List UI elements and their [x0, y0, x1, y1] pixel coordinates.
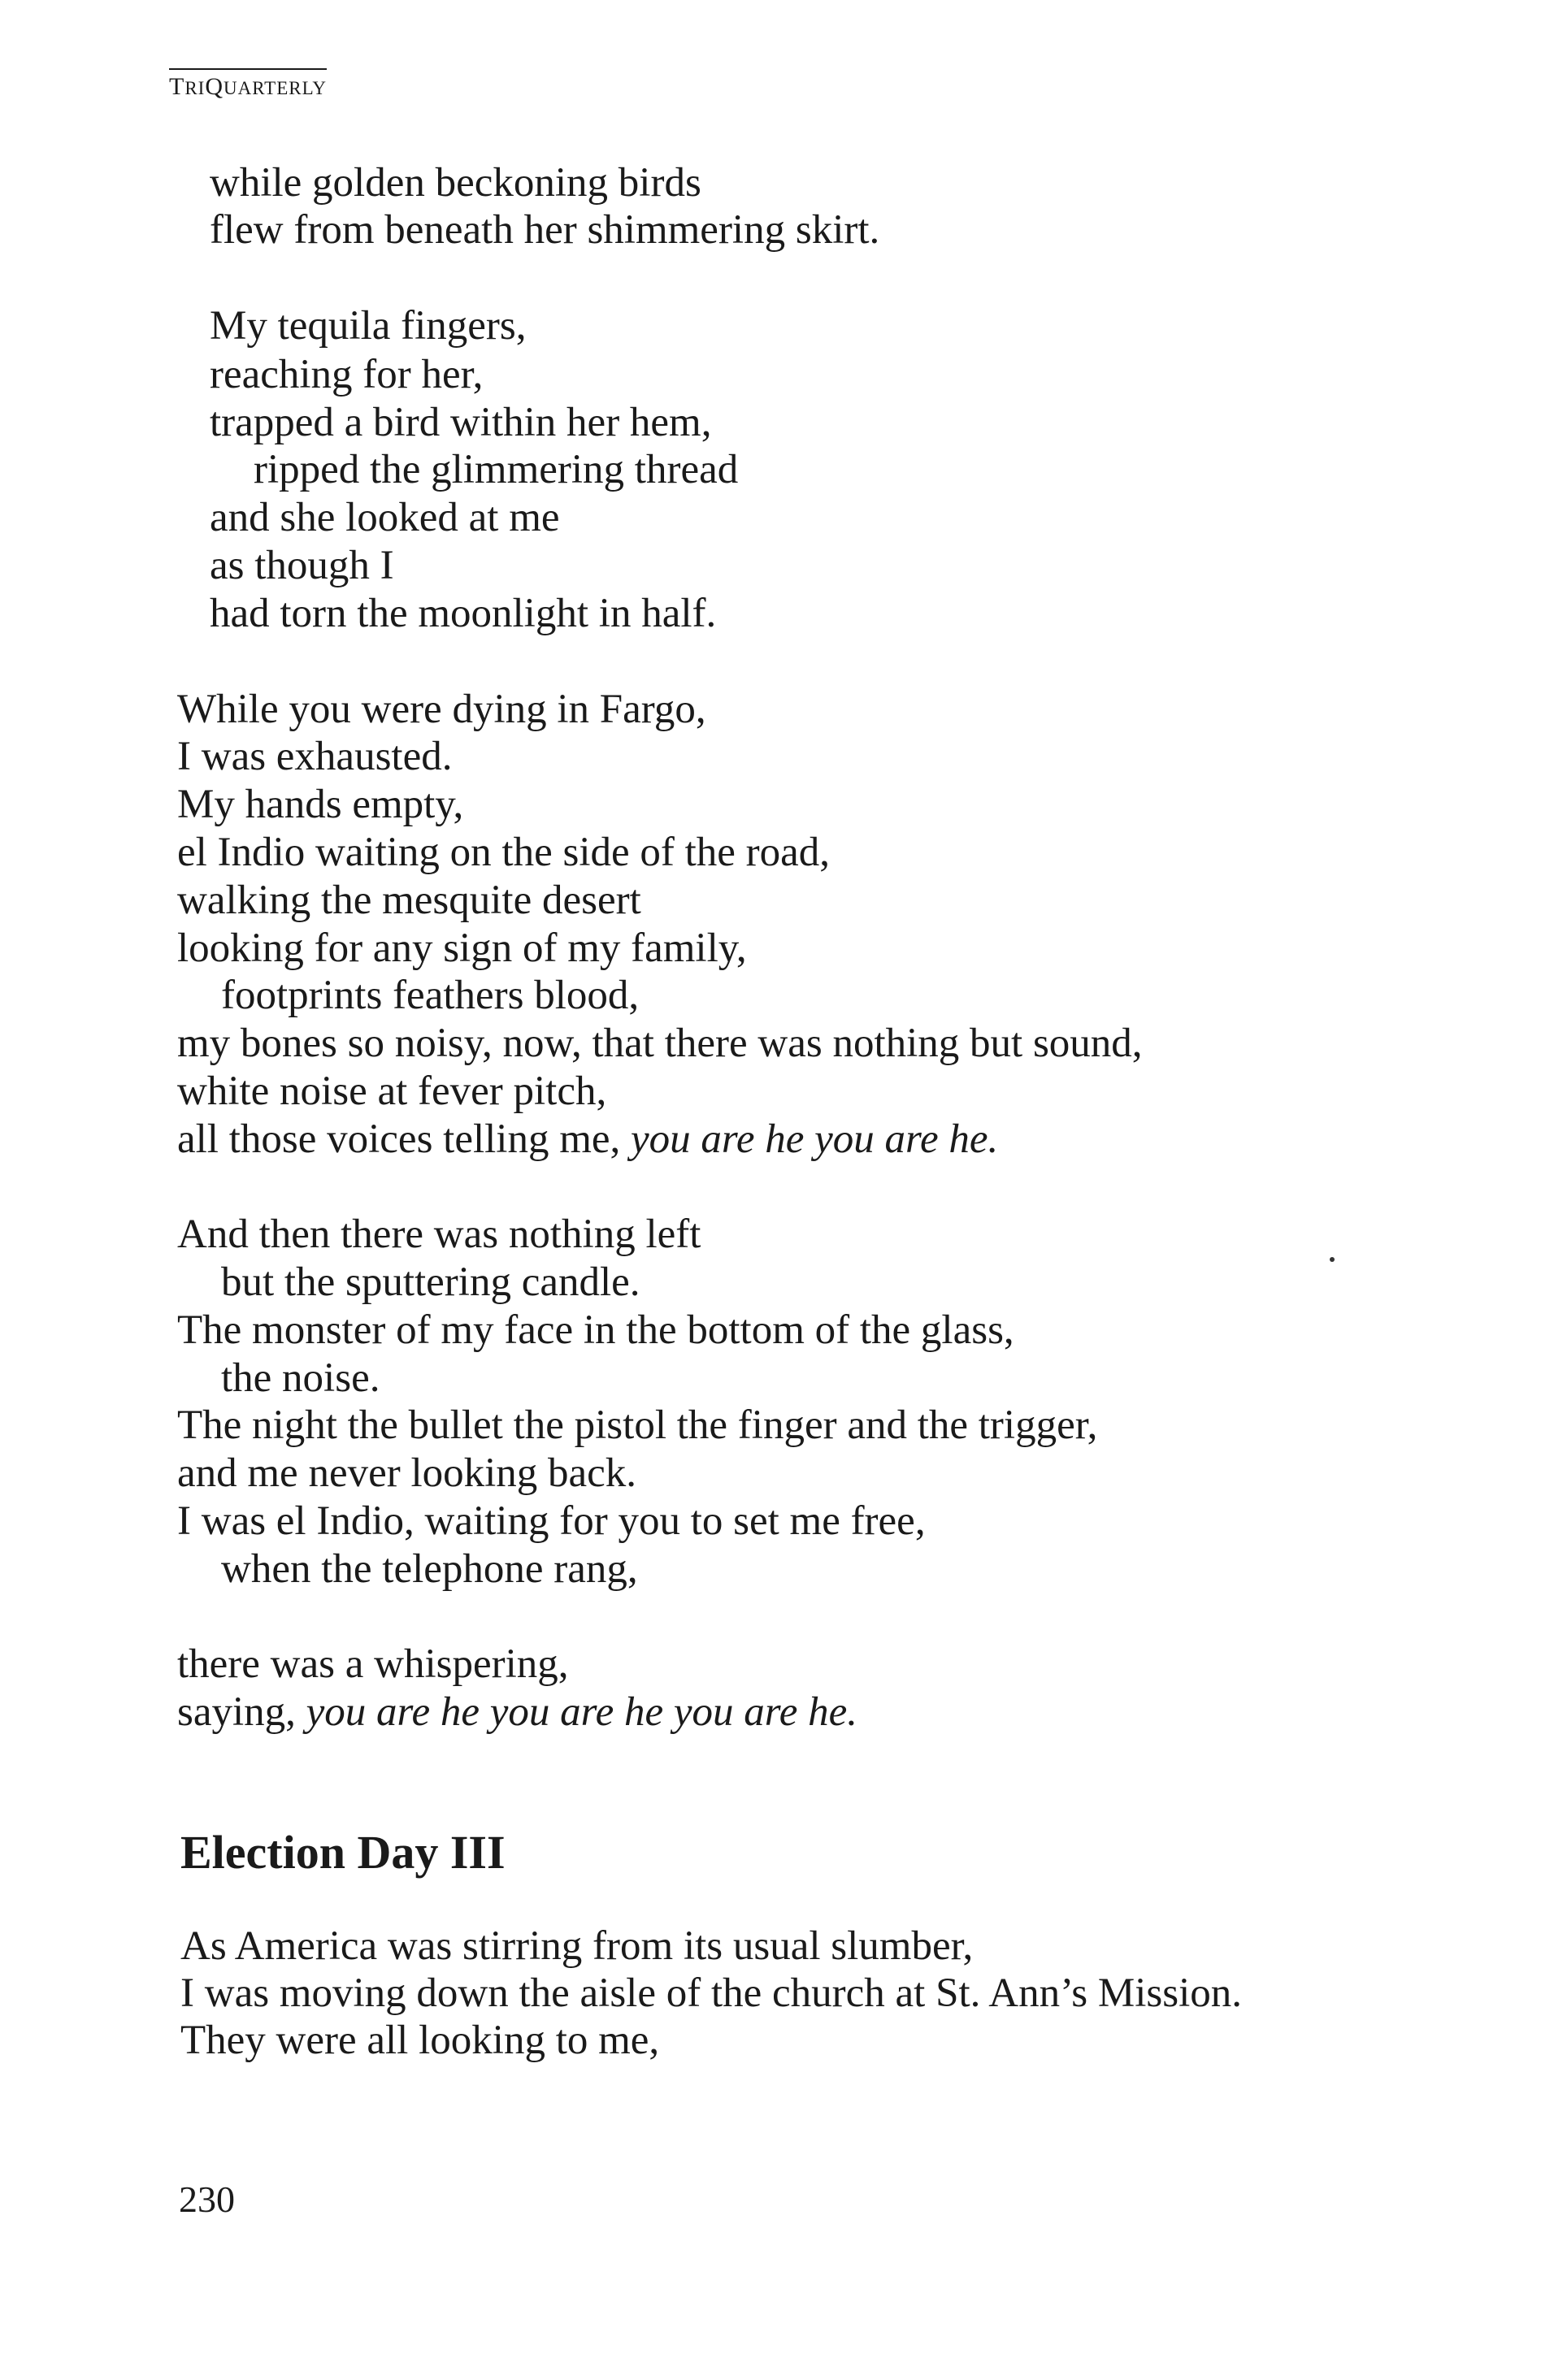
poem-line: flew from beneath her shimmering skirt. — [210, 207, 880, 253]
poem-line: while golden beckoning birds — [210, 160, 701, 206]
poem-line: reaching for her, — [210, 352, 484, 397]
poem-italic-text: you are he you are he you are he. — [306, 1689, 857, 1735]
poem-text: all those voices telling me, — [177, 1116, 632, 1162]
poem-line: and me never looking back. — [177, 1450, 637, 1496]
header-letter: T — [169, 73, 185, 100]
poem-line: but the sputtering candle. — [221, 1259, 640, 1305]
poem-line: I was el Indio, waiting for you to set me free, — [177, 1498, 926, 1544]
poem-line: looking for any sign of my family, — [177, 926, 747, 971]
poem-line: trapped a bird within her hem, — [210, 400, 712, 445]
poem-line: ripped the glimmering thread — [254, 447, 739, 492]
poem-line-with-italic — [177, 1689, 857, 1735]
poem-line: my bones so noisy, now, that there was nothing but sound, — [177, 1021, 1143, 1066]
poem-line: when the telephone rang, — [221, 1546, 638, 1592]
stray-mark — [1330, 1257, 1335, 1262]
poem-text: saying, — [177, 1689, 306, 1735]
poem-line: As America was stirring from its usual slumber, — [180, 1923, 974, 1969]
poem-line: And then there was nothing left — [177, 1212, 701, 1257]
poem-line: white noise at fever pitch, — [177, 1069, 607, 1114]
poem-line: and she looked at me — [210, 495, 560, 540]
poem-line: I was moving down the aisle of the church at St. Ann’s Mission. — [180, 1970, 1243, 2016]
poem-line: While you were dying in Fargo, — [177, 687, 706, 732]
poem-line: My hands empty, — [177, 782, 464, 827]
poem-line: They were all looking to me, — [180, 2018, 660, 2063]
poem-line: el Indio waiting on the side of the road, — [177, 830, 831, 875]
poem-title: Election Day III — [180, 1826, 506, 1879]
header-letter: Q — [205, 73, 224, 100]
running-header — [169, 68, 327, 102]
poem-line: had torn the moonlight in half. — [210, 591, 717, 636]
poem-line: as though I — [210, 543, 394, 588]
poem-line: The night the bullet the pistol the finger and the trigger, — [177, 1402, 1098, 1448]
poem-line: walking the mesquite desert — [177, 878, 641, 923]
poem-line: I was exhausted. — [177, 734, 453, 779]
poem-line: The monster of my face in the bottom of the glass, — [177, 1307, 1014, 1353]
poem-line: footprints feathers blood, — [221, 973, 640, 1018]
poem-line-with-italic — [177, 1116, 999, 1162]
poem-line: My tequila fingers, — [210, 303, 527, 349]
poem-italic-text: you are he you are he. — [631, 1116, 999, 1162]
poem-line: there was a whispering, — [177, 1641, 569, 1687]
header-smallcaps: UARTERLY — [224, 78, 327, 98]
page-number: 230 — [179, 2178, 235, 2220]
poem-line: the noise. — [221, 1355, 380, 1401]
header-smallcaps: RI — [184, 78, 206, 98]
